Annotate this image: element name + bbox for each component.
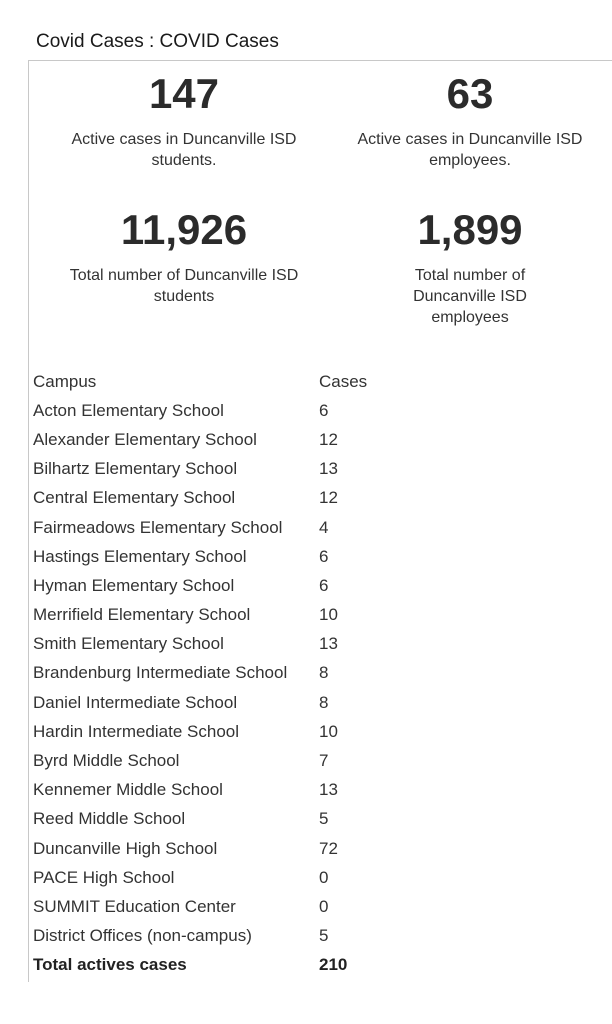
cases-cell: 6 — [319, 400, 329, 420]
total-employees-stat — [325, 206, 612, 328]
cases-cell: 0 — [319, 896, 329, 916]
stat-value: 1,899 — [417, 206, 523, 253]
table-row — [33, 892, 399, 921]
cases-cell: 10 — [319, 605, 338, 625]
campus-cell: Hastings Elementary School — [33, 546, 247, 566]
table-row — [33, 746, 399, 775]
campus-cell: Bilhartz Elementary School — [33, 459, 238, 479]
cases-cell: 72 — [319, 838, 338, 858]
campus-cell: Brandenburg Intermediate School — [33, 663, 288, 683]
cases-cell: 6 — [319, 575, 329, 595]
campus-cases-table — [33, 367, 399, 980]
table-row — [33, 484, 399, 513]
column-header-cases: Cases — [319, 371, 368, 391]
table-row — [33, 571, 399, 600]
campus-cell: Acton Elementary School — [33, 400, 224, 420]
cases-cell: 5 — [319, 809, 329, 829]
table-row — [33, 542, 399, 571]
cases-cell: 6 — [319, 546, 329, 566]
table-row — [33, 601, 399, 630]
campus-cell: Duncanville High School — [33, 838, 218, 858]
cases-cell: 7 — [319, 751, 329, 771]
campus-cell: Smith Elementary School — [33, 634, 224, 654]
campus-cell: Central Elementary School — [33, 488, 236, 508]
table-row — [33, 425, 399, 454]
table-total-row — [33, 951, 399, 980]
campus-cell: Kennemer Middle School — [33, 780, 223, 800]
covid-cases-panel — [28, 60, 612, 982]
table-row — [33, 396, 399, 425]
cases-cell: 4 — [319, 517, 329, 537]
table-row — [33, 863, 399, 892]
table-row — [33, 659, 399, 688]
employee-active-cases-stat — [325, 70, 612, 171]
cases-cell: 0 — [319, 867, 329, 887]
cases-cell: 12 — [319, 429, 338, 449]
cases-cell: 13 — [319, 634, 338, 654]
table-row — [33, 834, 399, 863]
table-row — [33, 717, 399, 746]
campus-cell: SUMMIT Education Center — [33, 896, 236, 916]
stat-value: 147 — [148, 70, 220, 117]
campus-cell: Daniel Intermediate School — [33, 692, 238, 712]
table-row — [33, 805, 399, 834]
table-row — [33, 630, 399, 659]
campus-cell: Fairmeadows Elementary School — [33, 517, 283, 537]
campus-cell: Byrd Middle School — [33, 751, 180, 771]
total-value: 210 — [319, 955, 348, 975]
table-row — [33, 688, 399, 717]
table-row — [33, 455, 399, 484]
cases-cell: 12 — [319, 488, 338, 508]
campus-cell: PACE High School — [33, 867, 175, 887]
campus-cell: Hardin Intermediate School — [33, 721, 240, 741]
stat-description: Active cases in Duncanville ISD employees. — [357, 131, 583, 169]
table-row — [33, 922, 399, 951]
total-label: Total actives cases — [33, 955, 187, 975]
cases-cell: 5 — [319, 926, 329, 946]
student-active-cases-stat — [39, 70, 329, 171]
total-students-stat — [39, 206, 329, 307]
table-row — [33, 513, 399, 542]
campus-cell: Alexander Elementary School — [33, 429, 257, 449]
stat-value: 11,926 — [120, 206, 248, 253]
campus-cell: Merrifield Elementary School — [33, 605, 251, 625]
stat-description: Total number of Duncanville ISD students — [69, 267, 299, 305]
cases-cell: 13 — [319, 459, 338, 479]
stat-description: Total number of Duncanville ISD employees — [413, 267, 527, 326]
stat-value: 63 — [446, 70, 494, 117]
cases-cell: 8 — [319, 663, 329, 683]
column-header-campus: Campus — [33, 371, 97, 391]
campus-cell: Hyman Elementary School — [33, 575, 235, 595]
cases-cell: 8 — [319, 692, 329, 712]
stat-description: Active cases in Duncanville ISD students. — [71, 131, 297, 169]
cases-cell: 10 — [319, 721, 338, 741]
cases-cell: 13 — [319, 780, 338, 800]
page-title: Covid Cases : COVID Cases — [36, 31, 279, 52]
campus-cell: District Offices (non-campus) — [33, 926, 252, 946]
table-row — [33, 776, 399, 805]
campus-cell: Reed Middle School — [33, 809, 186, 829]
table-header-row — [33, 367, 399, 396]
